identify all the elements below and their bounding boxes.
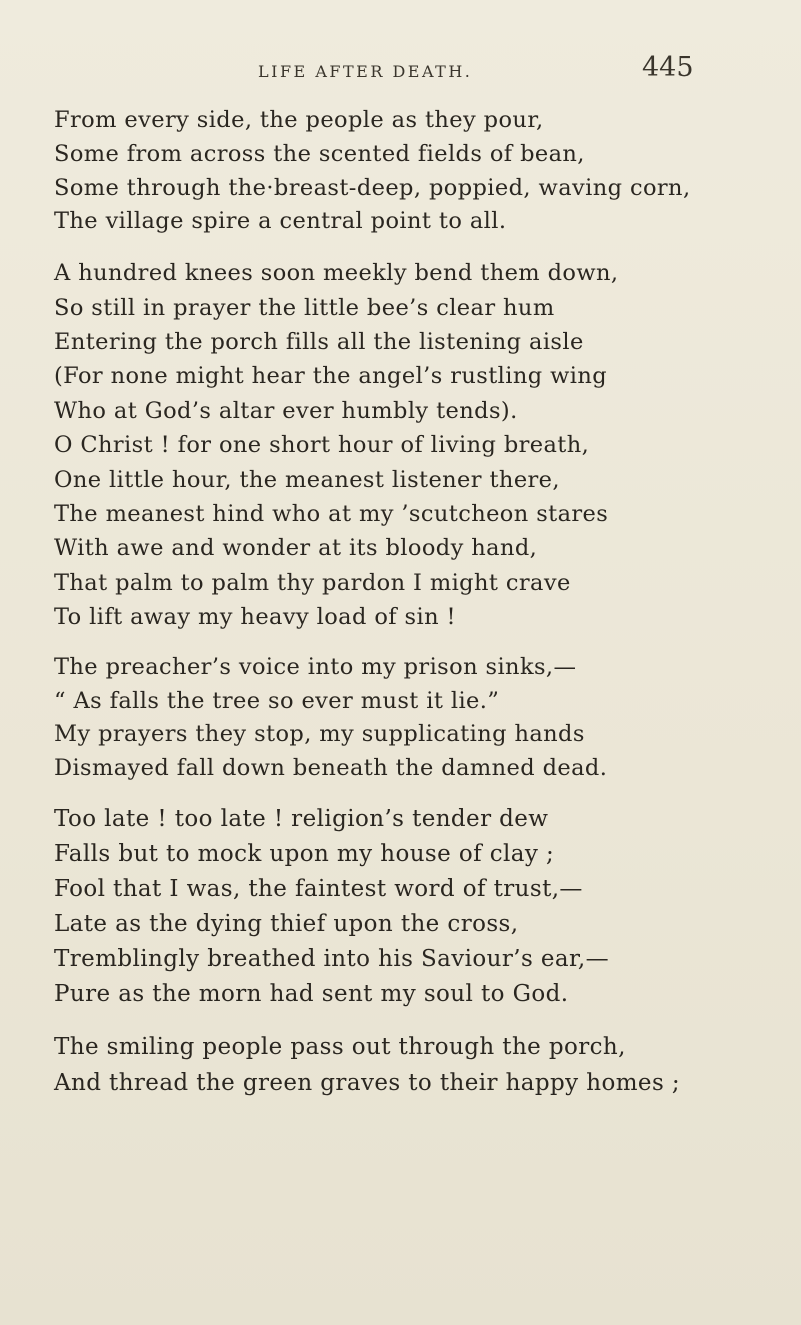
poem-line: Too late ! too late ! religion’s tender dew [54, 806, 549, 833]
poem-line: Falls but to mock upon my house of clay ; [54, 841, 555, 868]
poem-line: The village spire a central point to all. [54, 208, 507, 235]
poem-line: To lift away my heavy load of sin ! [54, 604, 456, 631]
stanza-2 [54, 256, 794, 634]
poem-line: The smiling people pass out through the porch, [54, 1034, 626, 1061]
stanza-4 [54, 802, 794, 1012]
poem-line: (For none might hear the angel’s rustling wing [54, 363, 608, 390]
stanza-3 [54, 651, 794, 785]
poem-line: Pure as the morn had sent my soul to God. [54, 981, 569, 1008]
poem-line: The preacher’s voice into my prison sinks,— [54, 654, 577, 681]
poem-line: So still in prayer the little bee’s clear hum [54, 294, 555, 321]
poem-line: Fool that I was, the faintest word of trust,— [54, 876, 583, 903]
running-title: LIFE AFTER DEATH. [258, 62, 473, 81]
stanza-5 [54, 1029, 794, 1101]
poem-line: Some through the·breast-deep, poppied, waving corn, [54, 174, 691, 201]
poem-line: From every side, the people as they pour, [54, 107, 544, 133]
poem-body [54, 104, 794, 1118]
poem-line: With awe and wonder at its bloody hand, [54, 535, 538, 562]
poem-line: Dismayed fall down beneath the damned dead. [54, 754, 608, 781]
poem-line: And thread the green graves to their happy homes ; [54, 1070, 681, 1097]
page-number: 445 [642, 52, 694, 83]
poem-line: A hundred knees soon meekly bend them down, [54, 260, 619, 287]
poem-line: “ As falls the tree so ever must it lie.” [54, 687, 500, 714]
poem-line: One little hour, the meanest listener there, [54, 466, 560, 493]
stanza-1 [54, 104, 794, 239]
poem-line: Some from across the scented fields of bean, [54, 140, 585, 167]
poem-line: Tremblingly breathed into his Saviour’s ear,— [54, 946, 609, 973]
poem-line: Late as the dying thief upon the cross, [54, 911, 519, 938]
poem-line: Who at God’s altar ever humbly tends). [54, 397, 518, 424]
poem-line: That palm to palm thy pardon I might crave [54, 569, 571, 596]
poem-line: The meanest hind who at my ’scutcheon stares [54, 500, 609, 527]
poem-line: O Christ ! for one short hour of living breath, [54, 432, 590, 459]
poem-line: Entering the porch fills all the listening aisle [54, 328, 584, 355]
poem-line: My prayers they stop, my supplicating hands [54, 721, 585, 748]
